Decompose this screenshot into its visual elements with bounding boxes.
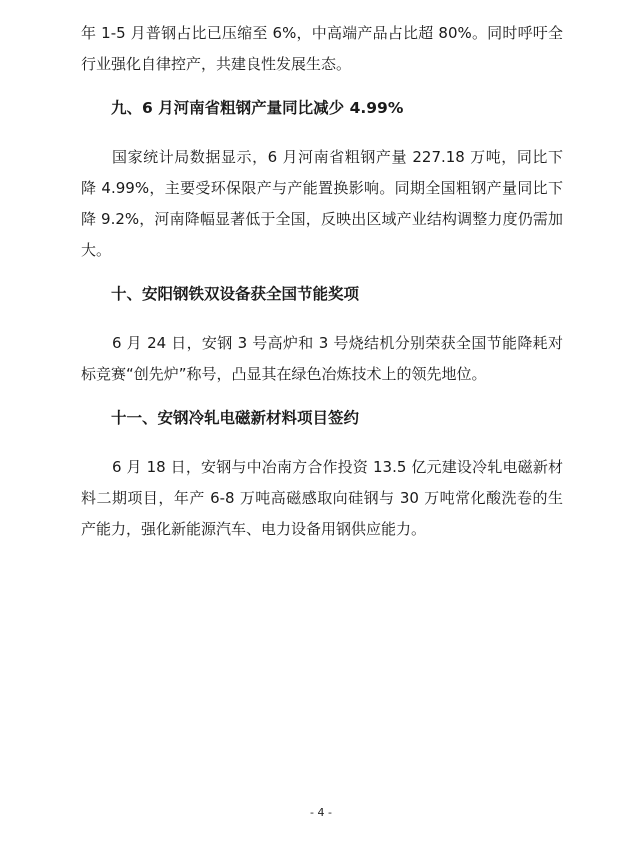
section-heading-9: 九、6 月河南省粗钢产量同比减少 4.99% — [111, 99, 404, 117]
continued-paragraph: 年 1-5 月普钢占比已压缩至 6%，中高端产品占比超 80%。同时呼吁全行业强化自律控产，共建良性发展生态。 — [81, 24, 563, 73]
section-body-10: 6 月 24 日，安钢 3 号高炉和 3 号烧结机分别荣获全国节能降耗对标竞赛“创先炉”称号，凸显其在绿色冶炼技术上的领先地位。 — [81, 334, 563, 383]
page-number: - 4 - — [310, 806, 332, 819]
section-body-11: 6 月 18 日，安钢与中冶南方合作投资 13.5 亿元建设冷轧电磁新材料二期项目，年产 6-8 万吨高磁感取向硅钢与 30 万吨常化酸洗卷的生产能力，强化新能源汽车、电力设备用钢供应能力。 — [81, 458, 563, 538]
document-body — [81, 18, 563, 545]
section-heading-10: 十、安阳钢铁双设备获全国节能奖项 — [111, 285, 360, 303]
section-body-9: 国家统计局数据显示，6 月河南省粗钢产量 227.18 万吨，同比下降 4.99%，主要受环保限产与产能置换影响。同期全国粗钢产量同比下降 9.2%，河南降幅显著低于全国，反映出区域产业结构调整力度仍需加大。 — [81, 148, 563, 259]
section-heading-11: 十一、安钢冷轧电磁新材料项目签约 — [111, 409, 360, 427]
